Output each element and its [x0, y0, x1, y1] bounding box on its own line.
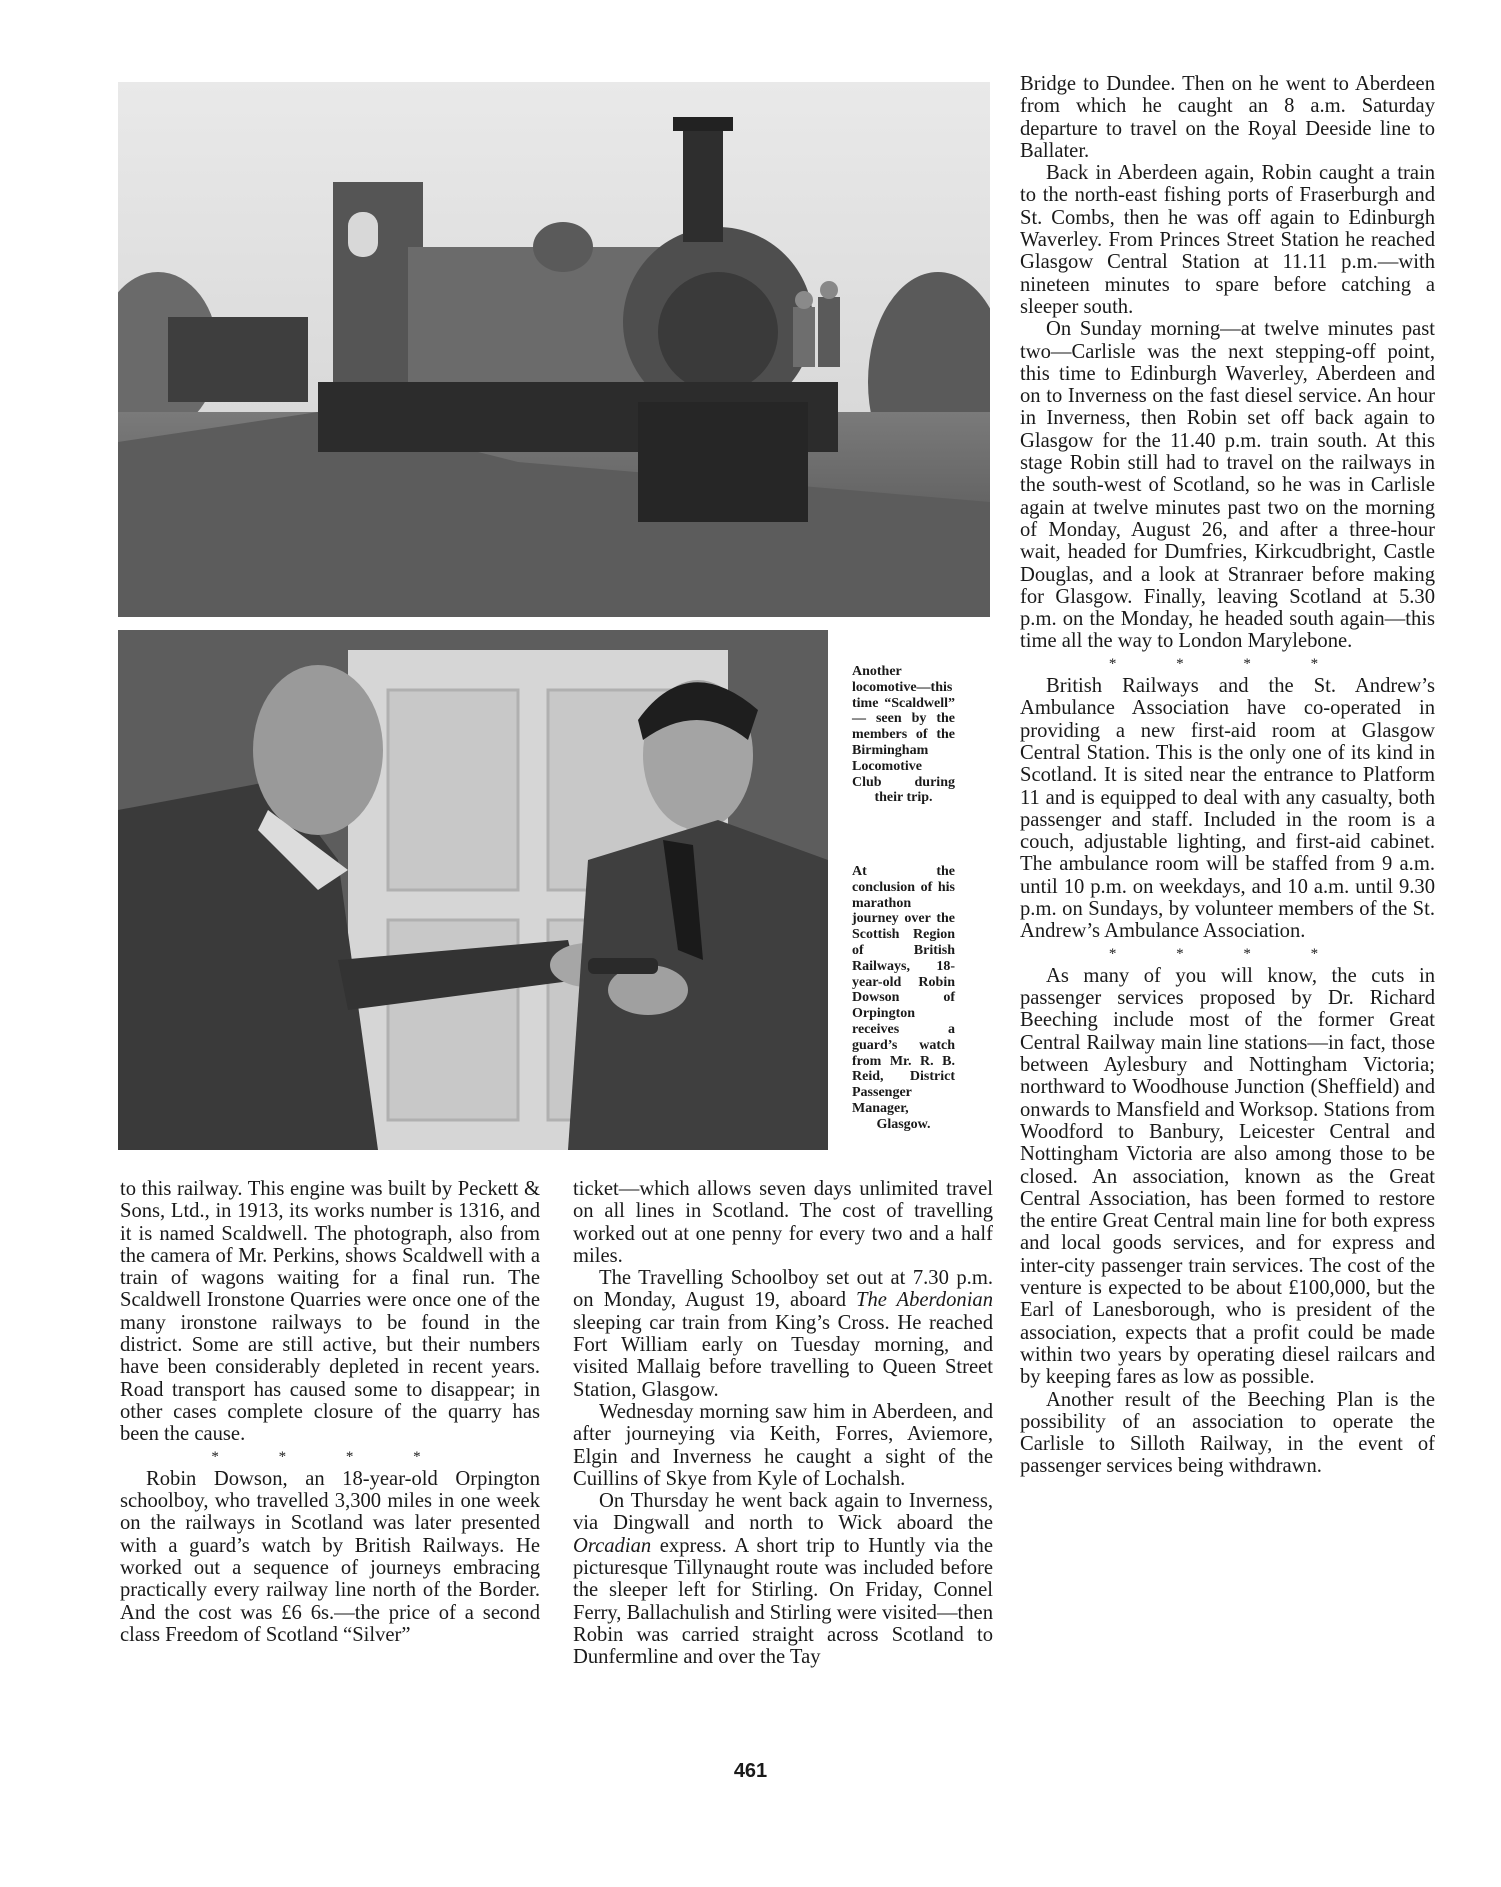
right-col-para-3: On Sunday morning—at twelve minutes past two—Carlisle was the next stepping-off point, this time to Edinburgh Waverley, Aberdeen and on to Inverness on the fast diesel service. An hour in Inverness, then Robin set off back again to Glasgow for the 11.40 p.m. train south. At this stage Robin still had to travel on the railways in the south-west of Scotland, so he was in Carlisle again at twelve minutes past two on the morning of Monday, August 26, and after a three-hour wait, headed for Dumfries, Kirkcudbright, Castle Douglas, and a look at Stranraer before making for Glasgow. Finally, leaving Scotland at 5.30 p.m. on the Monday, he headed south again—this time all the way to London Marylebone. — [1020, 318, 1435, 653]
left-column — [120, 1178, 540, 1646]
train-name-orcadian: Orcadian — [573, 1534, 652, 1557]
right-col-para-4: British Railways and the St. Andrew’s Ambulance Association have co-operated in providing a new first-aid room at Glasgow Central Station. This is the only one of its kind in Scotland. It is sited near the entrance to Platform 11 and is equipped to deal with any casualty, both passenger and staff. Included in the room is a couch, adjustable lighting, and first-aid cabinet. The ambulance room will be staffed from 9 a.m. until 10 p.m. on weekdays, and 10 a.m. until 9.30 p.m. on Sundays, by volunteer members of the St. Andrew’s Ambulance Association. — [1020, 675, 1435, 943]
left-col-para-1: to this railway. This engine was built by Peckett & Sons, Ltd., in 1913, its works number is 1316, and it is named Scaldwell. The photograph, also from the camera of Mr. Perkins, shows Scaldwell with a train of wagons waiting for a final run. The Scaldwell Ironstone Quarries were once one of the many ironstone railways to be found in the district. Some are still active, but their numbers have been considerably depleted in recent years. Road transport has caused some to disappear; in other cases complete closure of the quarry has been the cause. — [120, 1178, 540, 1446]
right-col-para-2: Back in Aberdeen again, Robin caught a train to the north-east fishing ports of Fraserburgh and St. Combs, then he was off again to Edinburgh Waverley. From Princes Street Station he reached Glasgow Central Station at 11.11 p.m.—with nineteen minutes to spare before catching a sleeper south. — [1020, 162, 1435, 318]
train-name-aberdonian: The Aberdonian — [856, 1289, 994, 1312]
right-column — [1020, 73, 1435, 1478]
mid-col-para-2: The Travelling Schoolboy set out at 7.30 p.m. on Monday, August 19, aboard The Aberdonian sleeping car train from King’s Cross. He reached Fort William early on Tuesday morning, and visited Mallaig before travelling to Queen Street Station, Glasgow. — [573, 1267, 994, 1401]
caption-presentation: At the conclusion of his marathon journey over the Scottish Region of British Railways, 18-year-old Robin Dowson of Orpington receives a guard’s watch from Mr. R. B. Reid, District Passenger Manager, Glasgow. — [852, 864, 955, 1132]
presentation-photo — [118, 630, 828, 1150]
mid-col-para-3: Wednesday morning saw him in Aberdeen, and after journeying via Keith, Forres, Aviemore, Elgin and Inverness he caught a sight of the Cuillins of Skye from Kyle of Lochalsh. — [573, 1400, 993, 1490]
right-col-para-5: As many of you will know, the cuts in passenger services proposed by Dr. Richard Beeching include most of the former Great Central Railway main line stations—in fact, those between Aylesbury and Nottingham Victoria; northward to Woodhouse Junction (Sheffield) and onwards to Mansfield and Worksop. Stations from Woodford to Banbury, Leicester Central and Nottingham Victoria are also among those to be closed. An association, known as the Great Central Association, has been formed to restore the entire Great Central main line for both express and local goods services, and for express and inter-city passenger train services. The cost of the venture is expected to be about £100,000, but the Earl of Lanesborough, who is president of the association, expects that a profit could be made within two years by operating diesel railcars and by keeping fares as low as possible. — [1020, 964, 1435, 1389]
right-col-para-1: Bridge to Dundee. Then on he went to Aberdeen from which he caught an 8 a.m. Saturday departure to travel on the Royal Deeside line to Ballater. — [1020, 73, 1435, 162]
section-divider: * * * * — [1108, 655, 1347, 672]
middle-column — [573, 1178, 993, 1669]
locomotive-illustration — [118, 82, 990, 617]
caption-locomotive: Another locomotive—this time “Scaldwell” — seen by the members of the Birmingham Locomotive Club during their trip. — [852, 664, 955, 806]
mid-col-para-4: On Thursday he went back again to Inverness, via Dingwall and north to Wick aboard the Orcadian express. A short trip to Huntly via the picturesque Tillynaught route was included before the sleeper left for Stirling. On Friday, Connel Ferry, Ballachulish and Stirling were visited—then Robin was carried straight across Scotland to Dunfermline and over the Tay — [573, 1490, 993, 1669]
section-divider: * * * * — [211, 1448, 449, 1465]
mid-col-para-1: ticket—which allows seven days unlimited travel on all lines in Scotland. The cost of travelling worked out at one penny for every two and a half miles. — [573, 1178, 993, 1267]
right-col-para-6: Another result of the Beeching Plan is the possibility of an association to operate the Carlisle to Silloth Railway, in the event of passenger services being withdrawn. — [1020, 1388, 1435, 1478]
locomotive-photo — [118, 82, 990, 617]
section-divider: * * * * — [1108, 945, 1347, 962]
presentation-illustration — [118, 630, 828, 1150]
left-col-para-2: Robin Dowson, an 18-year-old Orpington schoolboy, who travelled 3,300 miles in one week on the railways in Scotland was later presented with a guard’s watch by British Railways. He worked out a sequence of journeys embracing practically every railway line north of the Border. And the cost was £6 6s.—the price of a second class Freedom of Scotland “Silver” — [120, 1467, 540, 1646]
page-number: 461 — [733, 1760, 768, 1782]
